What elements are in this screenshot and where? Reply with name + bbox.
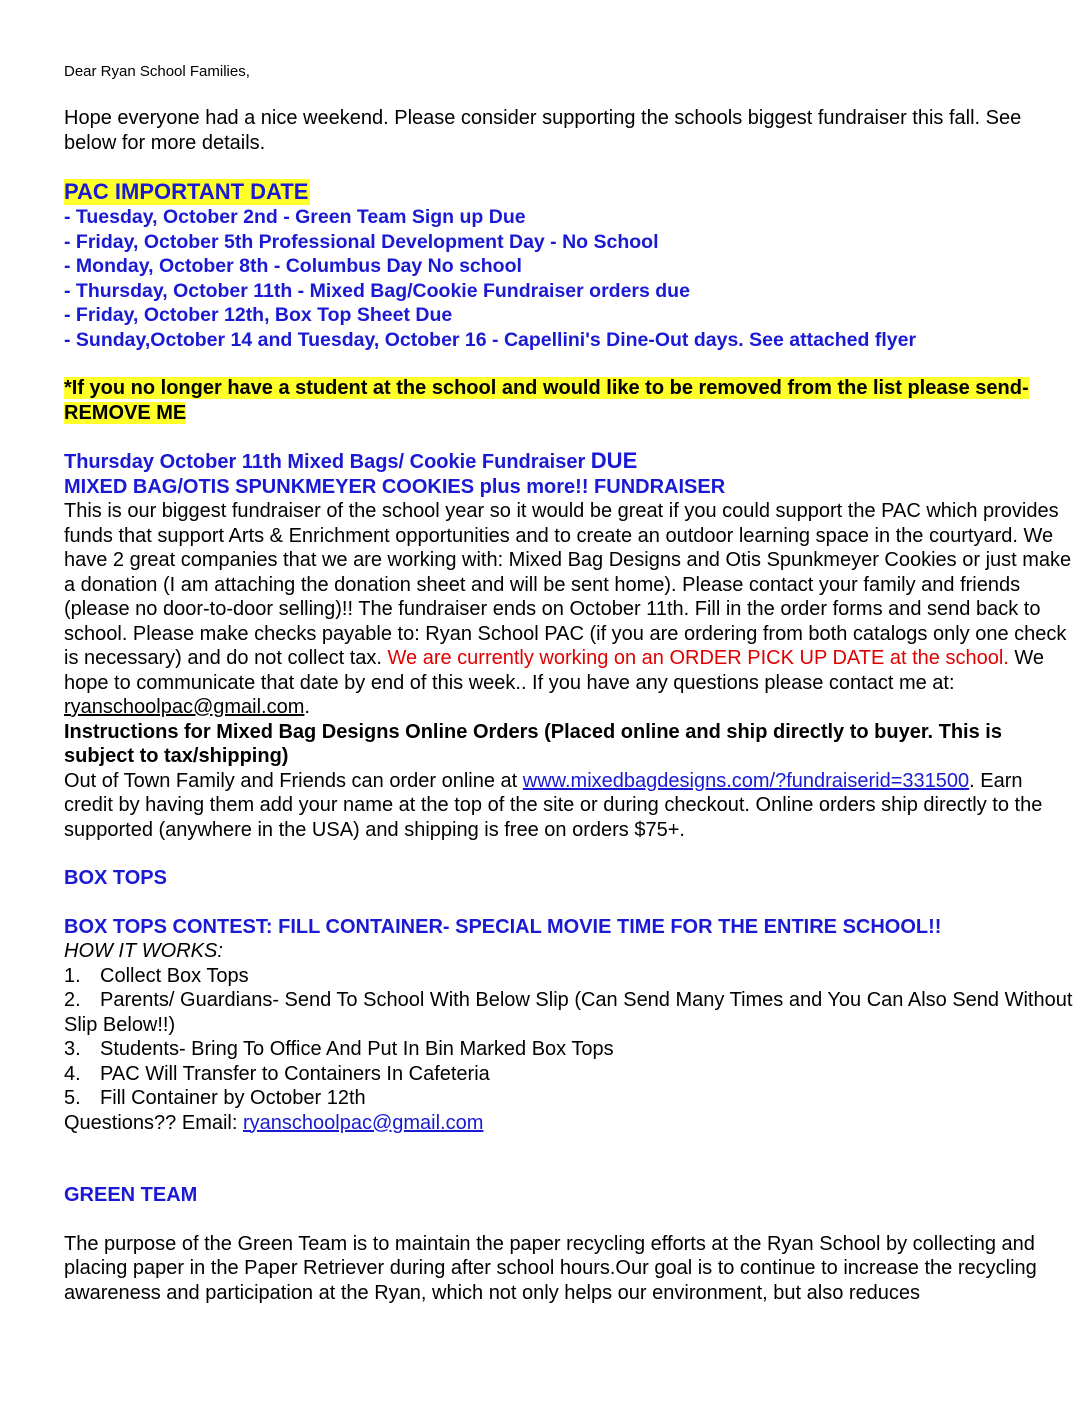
fundraiser-body-text-2: We hope to communicate that date by end of this week.. If you have any questions please contact me at:: [64, 647, 1045, 694]
online-orders-heading: Instructions for Mixed Bag Designs Online Orders (Placed online and ship directly to buyer. This is subject to tax/shipping): [64, 720, 1002, 767]
boxtops-email-link[interactable]: ryanschoolpac@gmail.com: [242, 1111, 484, 1134]
boxtops-section: [64, 866, 1074, 1135]
step-number: 5.: [64, 1087, 81, 1109]
step-text: Fill Container by October 12th: [100, 1087, 366, 1109]
dates-heading: PAC IMPORTANT DATE: [64, 179, 309, 204]
step-number: 2.: [64, 989, 81, 1011]
list-item: [64, 1037, 1074, 1062]
date-item: - Monday, October 8th - Columbus Day No school: [64, 255, 522, 277]
contact-email-link[interactable]: ryanschoolpac@gmail.com: [64, 696, 305, 718]
document-page: [64, 62, 1074, 1305]
date-item: - Friday, October 5th Professional Development Day - No School: [64, 230, 659, 253]
green-team-heading: GREEN TEAM: [64, 1184, 198, 1206]
fundraiser-section: [64, 449, 1074, 842]
fundraiser-body: [64, 499, 1074, 720]
step-text: Parents/ Guardians- Send To School With Below Slip (Can Send Many Times and You Can Also Send Without Slip Below!!): [64, 989, 1073, 1036]
green-team-section: [64, 1183, 1074, 1305]
questions-label: Questions?? Email:: [64, 1111, 243, 1134]
online-orders-body: [64, 769, 1074, 843]
date-item: - Sunday,October 14 and Tuesday, October 16 - Capellini's Dine-Out days. See attached flyer: [64, 328, 917, 351]
remove-notice-text: *If you no longer have a student at the school and would like to be removed from the list please send- REMOVE ME: [64, 377, 1029, 424]
step-text: PAC Will Transfer to Containers In Cafeteria: [100, 1062, 490, 1085]
list-item: [64, 1086, 1074, 1111]
step-number: 3.: [64, 1038, 81, 1060]
online-orders-text-2: . Earn credit by having them add your name at the top of the site or during checkout. Online orders ship directly to the supported (anywhere in the USA) and shipping is free on orders $75+.: [64, 769, 1043, 841]
step-text: Students- Bring To Office And Put In Bin Marked Box Tops: [100, 1038, 614, 1060]
list-item: [64, 964, 1074, 989]
fundraiser-heading-2: MIXED BAG/OTIS SPUNKMEYER COOKIES plus more!! FUNDRAISER: [64, 475, 726, 498]
how-it-works-label: HOW IT WORKS:: [64, 940, 223, 962]
period: .: [304, 696, 310, 718]
intro-paragraph: Hope everyone had a nice weekend. Please consider supporting the schools biggest fundraiser this fall. See below for more details.: [64, 107, 1022, 154]
step-text: Collect Box Tops: [100, 964, 249, 987]
date-item: - Tuesday, October 2nd - Green Team Sign up Due: [64, 206, 526, 228]
boxtops-questions: [64, 1111, 1074, 1136]
online-orders-text: Out of Town Family and Friends can order online at: [64, 769, 523, 792]
step-number: 4.: [64, 1062, 81, 1085]
boxtops-heading: BOX TOPS: [64, 867, 167, 889]
dates-section: [64, 179, 1074, 352]
step-number: 1.: [64, 964, 81, 987]
fundraiser-body-text: This is our biggest fundraiser of the school year so it would be great if you could support the PAC which provides funds that support Arts & Enrichment opportunities and to create an outdoor learning space in the courtyard. We have 2 great companies that we are working with: Mixed Bag Designs and Otis Spunkmeyer Cookies or just make a donation (I am attaching the donation sheet and will be sent home). Please contact your family and friends (please no door-to-door selling)!! The fundraiser ends on October 11th. Fill in the order forms and send back to school. Please make checks payable to: Ryan School PAC (if you are ordering from both catalogs only one check is necessary) and do not collect tax.: [64, 500, 1072, 669]
dates-list: [64, 205, 1074, 352]
fundraiser-heading-1: [64, 449, 1074, 475]
greeting: Dear Ryan School Families,: [64, 63, 250, 80]
list-item: [64, 988, 1074, 1037]
pickup-notice: We are currently working on an ORDER PICK UP DATE at the school.: [387, 647, 1009, 669]
mixedbag-link[interactable]: www.mixedbagdesigns.com/?fundraiserid=331500: [522, 769, 970, 792]
remove-notice: [64, 376, 1074, 425]
fundraiser-heading-1-text: Thursday October 11th Mixed Bags/ Cookie Fundraiser: [64, 451, 591, 473]
due-label: DUE: [590, 448, 638, 473]
list-item: [64, 1062, 1074, 1087]
date-item: - Thursday, October 11th - Mixed Bag/Cookie Fundraiser orders due: [64, 279, 690, 302]
date-item: - Friday, October 12th, Box Top Sheet Due: [64, 304, 453, 326]
boxtops-contest-heading: BOX TOPS CONTEST: FILL CONTAINER- SPECIAL MOVIE TIME FOR THE ENTIRE SCHOOL!!: [64, 915, 942, 938]
green-team-body: The purpose of the Green Team is to maintain the paper recycling efforts at the Ryan School by collecting and placing paper in the Paper Retriever during after school hours.Our goal is to continue to increase the recycling awareness and participation at the Ryan, which not only helps our environment, but also reduces: [64, 1232, 1037, 1304]
